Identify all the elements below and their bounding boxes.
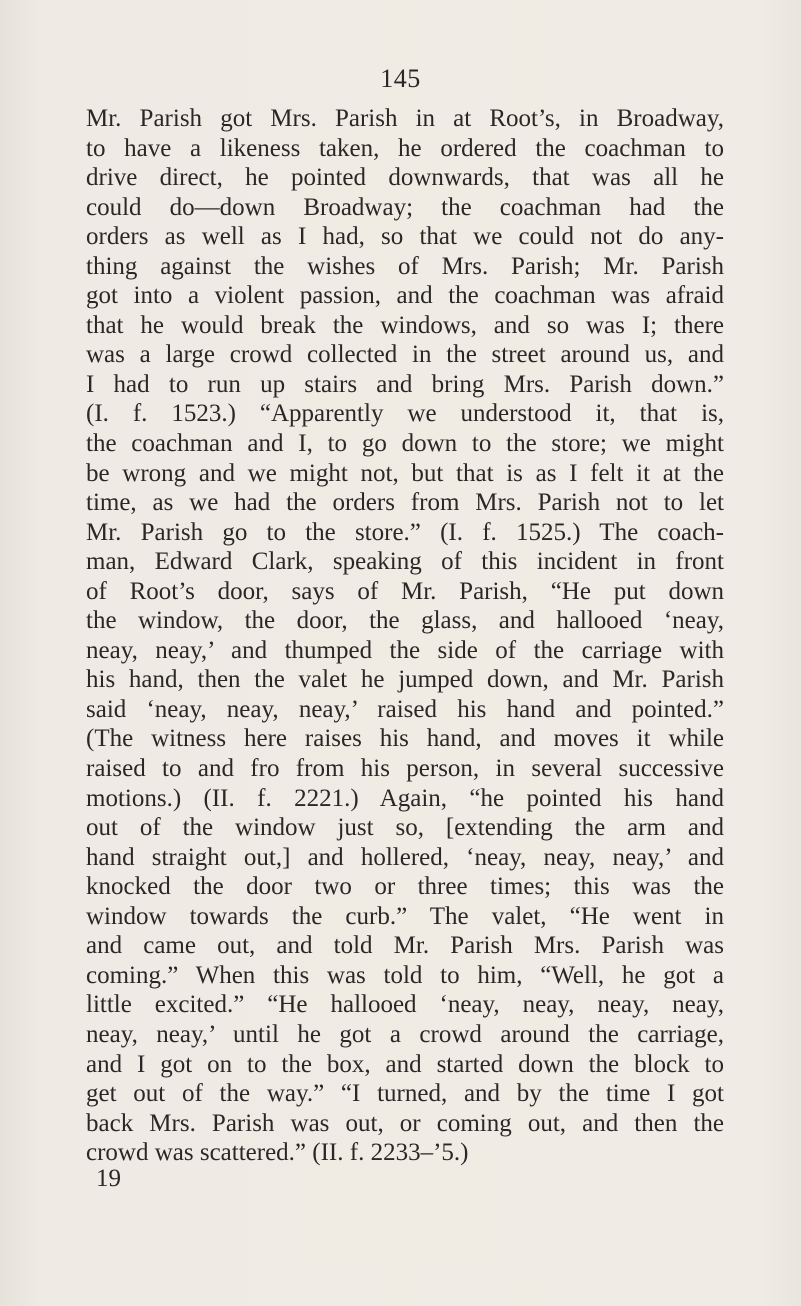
text-line: neay, neay,’ and thumped the side of the carriage with xyxy=(86,636,724,664)
text-line: his hand, then the valet he jumped down, and Mr. Parish xyxy=(86,666,724,694)
text-line: get out of the way.” “I turned, and by the time I got xyxy=(86,1080,724,1108)
body-paragraph xyxy=(86,104,724,1168)
text-line: to have a likeness taken, he ordered the coachman to xyxy=(86,134,724,162)
text-line: drive direct, he pointed downwards, that was all he xyxy=(86,164,724,192)
text-line: out of the window just so, [extending the arm and xyxy=(86,814,724,842)
text-line: and I got on to the box, and started down the block to xyxy=(86,1050,724,1078)
text-line: crowd was scattered.” (II. f. 2233–’5.) xyxy=(86,1139,469,1167)
text-line: window towards the curb.” The valet, “He went in xyxy=(86,902,724,930)
text-line: of Root’s door, says of Mr. Parish, “He put down xyxy=(86,577,724,605)
text-line: the window, the door, the glass, and hallooed ‘neay, xyxy=(86,607,724,635)
text-line: motions.) (II. f. 2221.) Again, “he pointed his hand xyxy=(86,784,724,812)
text-line: time, as we had the orders from Mrs. Parish not to let xyxy=(86,489,724,517)
text-line: orders as well as I had, so that we could not do any- xyxy=(86,223,724,251)
text-line: got into a violent passion, and the coachman was afraid xyxy=(86,282,724,310)
signature-mark: 19 xyxy=(96,1165,121,1192)
text-line: raised to and fro from his person, in several successive xyxy=(86,755,724,783)
text-line: back Mrs. Parish was out, or coming out, and then the xyxy=(86,1109,724,1137)
text-line: I had to run up stairs and bring Mrs. Parish down.” xyxy=(86,370,724,398)
text-line: thing against the wishes of Mrs. Parish; Mr. Parish xyxy=(86,252,724,280)
page-number: 145 xyxy=(380,64,421,93)
text-line: be wrong and we might not, but that is as I felt it at the xyxy=(86,459,724,487)
text-line: neay, neay,’ until he got a crowd around the carriage, xyxy=(86,1020,724,1048)
text-line: coming.” When this was told to him, “Well, he got a xyxy=(86,961,724,989)
text-line: said ‘neay, neay, neay,’ raised his hand and pointed.” xyxy=(86,695,724,723)
text-line: (The witness here raises his hand, and moves it while xyxy=(86,725,724,753)
text-line: hand straight out,] and hollered, ‘neay, neay, neay,’ and xyxy=(86,843,724,871)
text-line: Mr. Parish got Mrs. Parish in at Root’s, in Broadway, xyxy=(86,105,724,132)
text-line: could do—down Broadway; the coachman had the xyxy=(86,193,724,221)
text-line: knocked the door two or three times; this was the xyxy=(86,873,724,901)
text-line: the coachman and I, to go down to the store; we might xyxy=(86,430,724,458)
text-line: that he would break the windows, and so was I; there xyxy=(86,311,724,339)
text-line: and came out, and told Mr. Parish Mrs. Parish was xyxy=(86,932,724,960)
text-line: (I. f. 1523.) “Apparently we understood it, that is, xyxy=(86,400,724,428)
text-line: little excited.” “He hallooed ‘neay, neay, neay, neay, xyxy=(86,991,724,1019)
text-line: was a large crowd collected in the street around us, and xyxy=(86,341,724,369)
text-line: man, Edward Clark, speaking of this incident in front xyxy=(86,548,724,576)
text-line: Mr. Parish go to the store.” (I. f. 1525.) The coach- xyxy=(86,518,724,546)
